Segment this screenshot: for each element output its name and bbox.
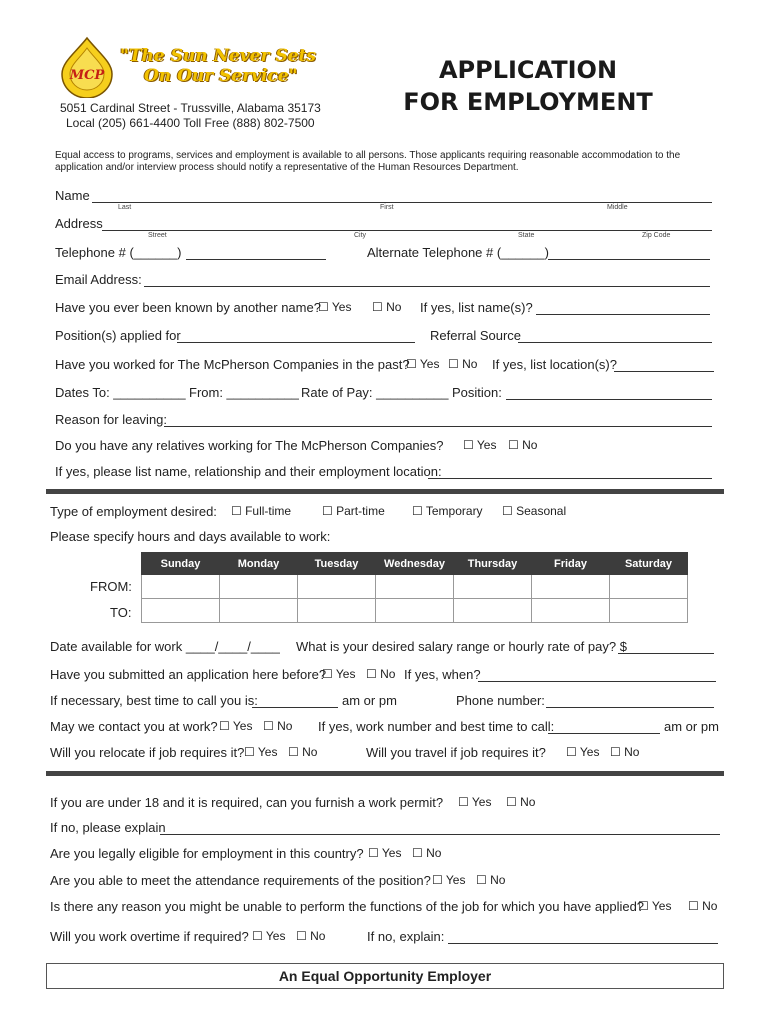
company-logo <box>56 36 118 98</box>
relatives-list-label: If yes, please list name, relationship and their employment location: <box>55 464 442 479</box>
position-label: Position: <box>452 385 502 400</box>
position-field[interactable] <box>506 399 712 400</box>
address-field[interactable] <box>102 230 712 231</box>
from-cell-sunday[interactable] <box>142 575 220 599</box>
eligible-yes-checkbox[interactable]: ☐ Yes <box>368 846 402 860</box>
best-time-label: If necessary, best time to call you is: <box>50 693 258 708</box>
referral-field[interactable] <box>518 342 712 343</box>
day-header-thursday: Thursday <box>454 553 532 575</box>
email-label: Email Address: <box>55 272 142 287</box>
day-header-friday: Friday <box>532 553 610 575</box>
travel-question: Will you travel if job requires it? <box>366 745 546 760</box>
to-cell-sunday[interactable] <box>142 599 220 623</box>
best-time-field[interactable] <box>252 707 338 708</box>
work-number-label: If yes, work number and best time to call: <box>318 719 555 734</box>
other-name-question: Have you ever been known by another name? <box>55 300 321 315</box>
title-line-2: FOR EMPLOYMENT <box>403 88 653 116</box>
to-cell-monday[interactable] <box>220 599 298 623</box>
relatives-question: Do you have any relatives working for The McPherson Companies? <box>55 438 444 453</box>
work-permit-no-checkbox[interactable]: ☐ No <box>506 795 536 809</box>
explain-label: If no, please explain <box>50 820 166 835</box>
address-sub-zip: Zip Code <box>642 232 671 239</box>
attendance-no-checkbox[interactable]: ☐ No <box>476 873 506 887</box>
full-time-checkbox[interactable]: ☐ Full-time <box>231 504 292 518</box>
alt-telephone-field[interactable] <box>548 259 710 260</box>
temporary-checkbox[interactable]: ☐ Temporary <box>412 504 483 518</box>
phone-number-field[interactable] <box>546 707 714 708</box>
attendance-yes-checkbox[interactable]: ☐ Yes <box>432 873 466 887</box>
overtime-explain-field[interactable] <box>448 943 718 944</box>
submitted-when-label: If yes, when? <box>404 667 481 682</box>
from-cell-monday[interactable] <box>220 575 298 599</box>
telephone-label: Telephone # (______) <box>55 245 182 260</box>
worked-before-list-label: If yes, list location(s)? <box>492 357 617 372</box>
date-available-field[interactable]: Date available for work ____/____/____ <box>50 639 280 654</box>
relatives-no-checkbox[interactable]: ☐ No <box>508 438 538 452</box>
worked-before-yes-checkbox[interactable]: ☐ Yes <box>406 357 440 371</box>
overtime-explain-label: If no, explain: <box>367 929 445 944</box>
work-permit-question: If you are under 18 and it is required, can you furnish a work permit? <box>50 795 444 810</box>
other-name-yes-checkbox[interactable]: ☐ Yes <box>318 300 352 314</box>
to-cell-thursday[interactable] <box>454 599 532 623</box>
relocate-no-checkbox[interactable]: ☐ No <box>288 745 318 759</box>
travel-no-checkbox[interactable]: ☐ No <box>610 745 640 759</box>
company-slogan <box>120 46 316 86</box>
address-sub-state: State <box>518 232 535 239</box>
day-header-tuesday: Tuesday <box>298 553 376 575</box>
relatives-yes-checkbox[interactable]: ☐ Yes <box>463 438 497 452</box>
to-cell-tuesday[interactable] <box>298 599 376 623</box>
submitted-before-question: Have you submitted an application here before? <box>50 667 327 682</box>
employment-type-label: Type of employment desired: <box>50 504 217 519</box>
company-address: 5051 Cardinal Street - Trussville, Alabama 35173 <box>60 101 321 115</box>
functions-question: Is there any reason you might be unable to perform the functions of the job for which you have applied? <box>50 899 645 914</box>
from-cell-wednesday[interactable] <box>376 575 454 599</box>
overtime-yes-checkbox[interactable]: ☐ Yes <box>252 929 286 943</box>
name-sub-last: Last <box>118 204 132 211</box>
day-header-saturday: Saturday <box>610 553 688 575</box>
other-name-field[interactable] <box>536 314 710 315</box>
work-number-am-pm: am or pm <box>664 719 719 734</box>
submitted-before-yes-checkbox[interactable]: ☐ Yes <box>322 667 356 681</box>
section-divider-1 <box>46 489 724 494</box>
submitted-before-no-checkbox[interactable]: ☐ No <box>366 667 396 681</box>
to-cell-saturday[interactable] <box>610 599 688 623</box>
telephone-field[interactable] <box>186 259 326 260</box>
positions-label: Position(s) applied for <box>55 328 181 343</box>
address-sub-city: City <box>354 232 367 239</box>
availability-schedule-table <box>141 552 688 623</box>
notice-line-1: Equal access to programs, services and employment is available to all persons. Those applicants requiring reasonable accommodation to the <box>55 150 681 161</box>
positions-field[interactable] <box>177 342 415 343</box>
best-time-am-pm: am or pm <box>342 693 397 708</box>
hours-label: Please specify hours and days available to work: <box>50 529 331 544</box>
relocate-yes-checkbox[interactable]: ☐ Yes <box>244 745 278 759</box>
relocate-question: Will you relocate if job requires it? <box>50 745 245 760</box>
functions-no-checkbox[interactable]: ☐ No <box>688 899 718 913</box>
eligible-question: Are you legally eligible for employment in this country? <box>50 846 364 861</box>
equal-opportunity-banner: An Equal Opportunity Employer <box>46 963 724 989</box>
work-number-field[interactable] <box>548 733 660 734</box>
phone-number-label: Phone number: <box>456 693 545 708</box>
notice-line-2: application and/or interview process should notify a representative of the Human Resources Department. <box>55 162 519 173</box>
salary-question: What is your desired salary range or hourly rate of pay? $ <box>296 639 627 654</box>
reason-leaving-label: Reason for leaving: <box>55 412 168 427</box>
alt-telephone-label: Alternate Telephone # (______) <box>367 245 549 260</box>
name-field[interactable] <box>92 202 712 203</box>
from-cell-saturday[interactable] <box>610 575 688 599</box>
overtime-no-checkbox[interactable]: ☐ No <box>296 929 326 943</box>
from-cell-tuesday[interactable] <box>298 575 376 599</box>
slogan-line-1: "The Sun Never Sets <box>120 46 316 66</box>
address-label: Address <box>55 216 103 231</box>
name-sub-first: First <box>380 204 394 211</box>
day-header-sunday: Sunday <box>142 553 220 575</box>
contact-work-yes-checkbox[interactable]: ☐ Yes <box>219 719 253 733</box>
schedule-header-row <box>142 553 688 575</box>
address-sub-street: Street <box>148 232 167 239</box>
worked-before-question: Have you worked for The McPherson Companies in the past? <box>55 357 410 372</box>
other-name-list-label: If yes, list name(s)? <box>420 300 533 315</box>
day-header-wednesday: Wednesday <box>376 553 454 575</box>
relatives-list-field[interactable] <box>428 478 712 479</box>
company-phones: Local (205) 661-4400 Toll Free (888) 802-7500 <box>66 116 315 130</box>
worked-before-field[interactable] <box>614 371 714 372</box>
reason-leaving-field[interactable] <box>164 426 712 427</box>
submitted-when-field[interactable] <box>478 681 716 682</box>
functions-yes-checkbox[interactable]: ☐ Yes <box>638 899 672 913</box>
from-cell-friday[interactable] <box>532 575 610 599</box>
to-cell-wednesday[interactable] <box>376 599 454 623</box>
slogan-line-2: On Our Service" <box>144 66 298 86</box>
logo-mark-text: MCP <box>69 68 105 83</box>
section-divider-2 <box>46 771 724 776</box>
rate-of-pay-field[interactable]: Rate of Pay: __________ <box>301 385 449 400</box>
overtime-question: Will you work overtime if required? <box>50 929 249 944</box>
attendance-question: Are you able to meet the attendance requirements of the position? <box>50 873 431 888</box>
seasonal-checkbox[interactable]: ☐ Seasonal <box>502 504 567 518</box>
other-name-no-checkbox[interactable]: ☐ No <box>372 300 402 314</box>
name-label: Name <box>55 188 90 203</box>
to-row-label: TO: <box>110 605 132 620</box>
work-permit-yes-checkbox[interactable]: ☐ Yes <box>458 795 492 809</box>
contact-work-question: May we contact you at work? <box>50 719 218 734</box>
dates-to-field[interactable]: Dates To: __________ <box>55 385 186 400</box>
from-row-label: FROM: <box>90 579 132 594</box>
salary-field[interactable] <box>618 653 714 654</box>
dates-from-field[interactable]: From: __________ <box>189 385 299 400</box>
worked-before-no-checkbox[interactable]: ☐ No <box>448 357 478 371</box>
day-header-monday: Monday <box>220 553 298 575</box>
travel-yes-checkbox[interactable]: ☐ Yes <box>566 745 600 759</box>
email-field[interactable] <box>144 286 710 287</box>
referral-label: Referral Source <box>430 328 522 343</box>
part-time-checkbox[interactable]: ☐ Part-time <box>322 504 385 518</box>
to-cell-friday[interactable] <box>532 599 610 623</box>
title-line-1: APPLICATION <box>438 56 618 84</box>
name-sub-middle: Middle <box>607 204 628 211</box>
explain-field[interactable] <box>160 834 720 835</box>
schedule-to-row <box>142 599 688 623</box>
schedule-from-row <box>142 575 688 599</box>
contact-work-no-checkbox[interactable]: ☐ No <box>263 719 293 733</box>
document-title <box>388 54 668 118</box>
eligible-no-checkbox[interactable]: ☐ No <box>412 846 442 860</box>
from-cell-thursday[interactable] <box>454 575 532 599</box>
